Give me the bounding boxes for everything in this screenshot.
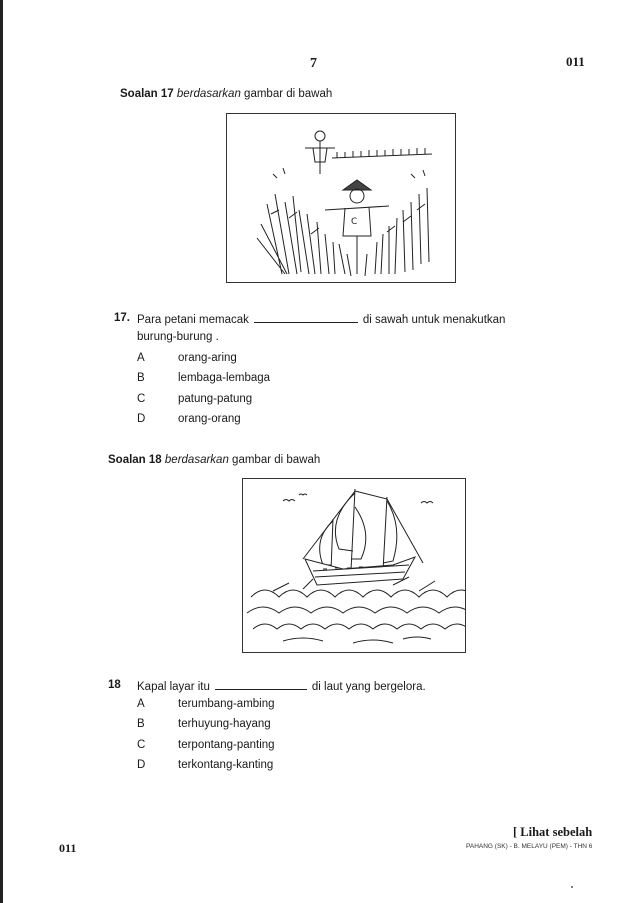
q17-option-c-letter[interactable]: C (137, 393, 146, 405)
page-number: 7 (310, 56, 317, 71)
q17-heading-italic: berdasarkan (176, 88, 241, 100)
q18-heading (108, 454, 320, 466)
q18-heading-italic: berdasarkan (164, 454, 229, 466)
q18-heading-bold: Soalan 18 (108, 454, 162, 466)
exam-source-label: PAHANG (SK) - B. MELAYU (PEM) - THN 6 (466, 843, 593, 850)
svg-text:C: C (351, 217, 358, 227)
q17-option-b-letter[interactable]: B (137, 372, 145, 384)
q18-option-a-letter[interactable]: A (137, 698, 145, 710)
q17-option-b-text[interactable]: lembaga-lembaga (178, 372, 271, 384)
q18-option-b-text[interactable]: terhuyung-hayang (178, 718, 271, 730)
q17-stem (137, 312, 505, 326)
q17-stem-after: di sawah untuk menakutkan (362, 314, 506, 326)
q18-option-d-text[interactable]: terkontang-kanting (178, 759, 274, 771)
q17-option-a-letter[interactable]: A (137, 352, 145, 364)
scarecrow-in-paddy-field-icon (227, 114, 455, 282)
q17-stem-before: Para petani memacak (137, 314, 249, 326)
sailing-ship-in-rough-sea-icon (243, 479, 465, 652)
q17-heading (120, 88, 332, 100)
ship-illustration (242, 478, 466, 653)
q17-option-d-letter[interactable]: D (137, 413, 146, 425)
q18-option-d-letter[interactable]: D (137, 759, 146, 771)
q18-option-b-letter[interactable]: B (137, 718, 145, 730)
paper-code-top: 011 (566, 54, 585, 69)
q18-stem-after: di laut yang bergelora. (311, 681, 426, 693)
q17-answer-blank[interactable] (254, 312, 358, 323)
q17-number: 17. (114, 312, 130, 324)
q17-option-c-text[interactable]: patung-patung (178, 393, 253, 405)
q18-option-a-text[interactable]: terumbang-ambing (178, 698, 275, 710)
q18-option-c-letter[interactable]: C (137, 739, 146, 751)
q18-answer-blank[interactable] (215, 679, 307, 690)
q18-stem (137, 679, 426, 693)
q17-heading-rest: gambar di bawah (244, 88, 333, 100)
q18-heading-rest: gambar di bawah (232, 454, 321, 466)
q17-option-d-text[interactable]: orang-orang (178, 413, 241, 425)
q18-number: 18 (108, 679, 121, 691)
q17-heading-bold: Soalan 17 (120, 88, 174, 100)
next-page-note: [ Lihat sebelah (513, 825, 593, 839)
q17-option-a-text[interactable]: orang-aring (178, 352, 237, 364)
q18-stem-before: Kapal layar itu (137, 681, 210, 693)
scarecrow-illustration (226, 113, 456, 283)
paper-code-bottom: 011 (59, 841, 77, 855)
q18-option-c-text[interactable]: terpontang-panting (178, 739, 275, 751)
scan-edge-line (0, 0, 3, 903)
scan-speck (571, 886, 573, 888)
q17-stem-line2: burung-burung . (137, 331, 219, 343)
